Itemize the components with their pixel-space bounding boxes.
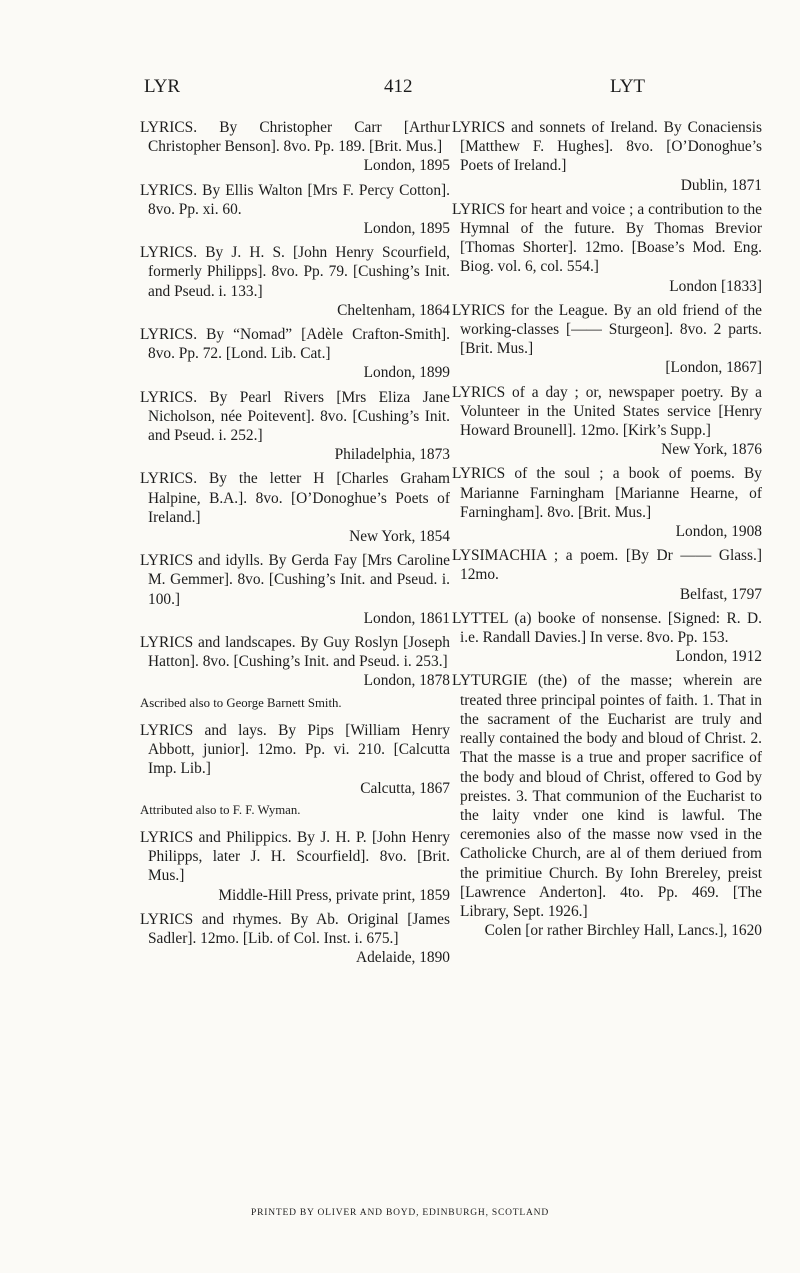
catalog-entry [140, 181, 450, 239]
page-number: 412 [384, 76, 413, 97]
catalog-entry [452, 609, 762, 667]
catalog-entry [140, 243, 450, 320]
entry-text: LYRICS. By Pearl Rivers [Mrs Eliza Jane Nicholson, née Poitevent]. 8vo. [Cushing’s Init. and Pseud. i. 252.] [140, 388, 450, 445]
entry-note: Attributed also to F. F. Wyman. [140, 802, 301, 817]
header-left-guide: LYR [144, 76, 181, 97]
entry-imprint: Belfast, 1797 [679, 585, 762, 603]
entry-text: LYRICS and rhymes. By Ab. Original [James Sadler]. 12mo. [Lib. of Col. Inst. i. 675.] [140, 910, 450, 947]
catalog-entry [452, 383, 762, 460]
right-column [452, 118, 762, 945]
entry-imprint: Dublin, 1871 [680, 176, 762, 194]
entry-text: LYSIMACHIA ; a poem. [By Dr —— Glass.] 12mo. [452, 547, 762, 584]
catalog-entry [452, 301, 762, 378]
entry-text: LYRICS and idylls. By Gerda Fay [Mrs Caroline M. Gemmer]. 8vo. [Cushing’s Init. and Pseud. i. 100.] [140, 552, 450, 608]
entry-imprint: Philadelphia, 1873 [334, 446, 450, 464]
left-column [140, 118, 450, 972]
entry-imprint: Colen [or rather Birchley Hall, Lancs.], 1620 [484, 922, 762, 940]
entry-text: LYRICS of a day ; or, newspaper poetry. By a Volunteer in the United States service [Henry Howard Brounell]. 12mo. [Kirk’s Supp.] [452, 383, 762, 440]
catalog-entry [140, 828, 450, 905]
entry-imprint: Cheltenham, 1864 [337, 301, 450, 319]
entry-imprint: London, 1908 [675, 523, 762, 541]
catalog-entry [140, 388, 450, 465]
entry-imprint: London, 1895 [363, 157, 450, 175]
entry-imprint: Adelaide, 1890 [355, 949, 450, 967]
catalog-entry [452, 546, 762, 604]
entry-imprint: Middle-Hill Press, private print, 1859 [218, 886, 450, 904]
entry-imprint: London, 1878 [363, 672, 450, 690]
entry-imprint: London, 1899 [363, 364, 450, 382]
catalog-entry [140, 118, 450, 176]
entry-imprint: New York, 1876 [661, 441, 762, 459]
entry-imprint: [London, 1867] [665, 359, 762, 377]
catalog-entry [140, 469, 450, 546]
catalog-entry [452, 118, 762, 195]
entry-imprint: London, 1912 [675, 648, 762, 666]
entry-text: LYRICS and sonnets of Ireland. By Conaciensis [Matthew F. Hughes]. 8vo. [O’Donoghue’s Poets of Ireland.] [452, 119, 762, 175]
catalog-entry [140, 325, 450, 383]
entry-text: LYRICS and lays. By Pips [William Henry Abbott, junior]. 12mo. Pp. vi. 210. [Calcutta Imp. Lib.] [140, 721, 450, 778]
entry-text: LYRICS of the soul ; a book of poems. By Marianne Farningham [Marianne Hearne, of Farningham]. 8vo. [Brit. Mus.] [452, 465, 762, 521]
entry-text: LYRICS and landscapes. By Guy Roslyn [Joseph Hatton]. 8vo. [Cushing’s Init. and Pseud. i. 253.] [140, 634, 450, 671]
printer-imprint: PRINTED BY OLIVER AND BOYD, EDINBURGH, SCOTLAND [251, 1208, 549, 1218]
entry-imprint: New York, 1854 [349, 528, 450, 546]
entry-note: Ascribed also to George Barnett Smith. [140, 695, 342, 710]
page-header [0, 76, 800, 102]
catalog-entry [140, 551, 450, 628]
entry-imprint: London, 1861 [363, 609, 450, 627]
entry-text: LYRICS. By the letter H [Charles Graham Halpine, B.A.]. 8vo. [O’Donoghue’s Poets of Ireland.] [140, 470, 450, 526]
catalog-entry [140, 910, 450, 968]
entry-imprint: London [1833] [669, 277, 762, 295]
entry-imprint: Calcutta, 1867 [360, 779, 450, 797]
entry-text: LYRICS. By Christopher Carr [Arthur Christopher Benson]. 8vo. Pp. 189. [Brit. Mus.] [140, 119, 450, 156]
header-right-guide: LYT [610, 76, 646, 97]
entry-text: LYRICS. By J. H. S. [John Henry Scourfield, formerly Philipps]. 8vo. Pp. 79. [Cushing’s Init. and Pseud. i. 133.] [140, 244, 450, 300]
entry-text: LYRICS. By “Nomad” [Adèle Crafton-Smith]. 8vo. Pp. 72. [Lond. Lib. Cat.] [140, 326, 450, 363]
entry-text: LYRICS for the League. By an old friend of the working-classes [—— Sturgeon]. 8vo. 2 parts. [Brit. Mus.] [452, 301, 762, 358]
entry-text: LYRICS. By Ellis Walton [Mrs F. Percy Cotton]. 8vo. Pp. xi. 60. [140, 181, 450, 218]
entry-text: LYTURGIE (the) of the masse; wherein are treated three principal pointes of faith. 1. That in the sacrament of the Eucharist are truly and really contained the body and bloud of Christ. 2. That the masse is a true and proper sacrifice of the body and bloud of Christ, offered to God by preistes. 3. That communion of the Eucharist to the laity vnder one kind is lawful. The ceremonies also of the masse now vsed in the Catholicke Church, are al of them deriued from the primitiue Church. By Iohn Brereley, preist [Lawrence Anderton]. 4to. Pp. 469. [The Library, Sept. 1926.] [452, 672, 762, 920]
entry-text: LYRICS and Philippics. By J. H. P. [John Henry Philipps, later J. H. Scourfield]. 8vo. [Brit. Mus.] [140, 828, 450, 885]
catalog-entry [140, 721, 450, 798]
entry-text: LYTTEL (a) booke of nonsense. [Signed: R. D. i.e. Randall Davies.] In verse. 8vo. Pp. 153. [452, 609, 762, 647]
catalog-entry [452, 464, 762, 541]
catalog-entry [140, 633, 450, 691]
entry-text: LYRICS for heart and voice ; a contribution to the Hymnal of the future. By Thomas Brevior [Thomas Shorter]. 12mo. [Boase’s Mod. Eng. Biog. vol. 6, col. 554.] [452, 200, 762, 276]
catalog-entry [452, 200, 762, 296]
entry-imprint: London, 1895 [363, 220, 450, 238]
catalog-entry [452, 671, 762, 940]
